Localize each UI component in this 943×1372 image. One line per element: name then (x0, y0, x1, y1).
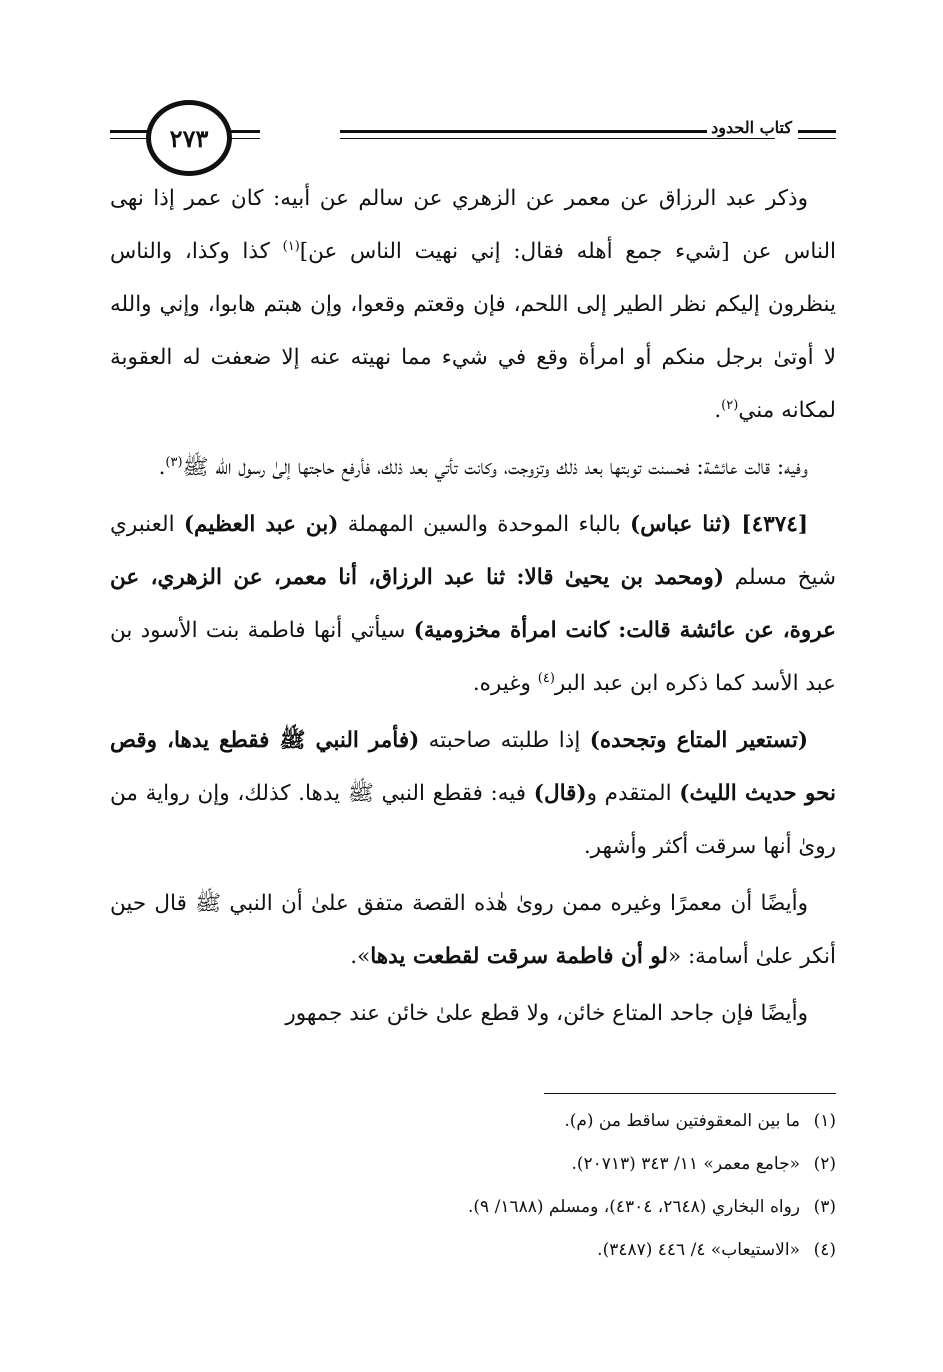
text-run: فيه: فقطع النبي ﷺ يدها. كذلك، وإن رواية من روىٰ أنها سرقت أكثر وأشهر. (110, 781, 836, 859)
footnote (110, 1186, 836, 1229)
main-text (110, 172, 836, 1044)
quoted-text: (بن عبد العظيم) (183, 512, 339, 537)
hadith-number: [٤٣٧٤] (731, 512, 808, 537)
text-run: ». (350, 944, 371, 969)
footnote-text: «جامع معمر» ١١/ ٣٤٣ (٢٠٧١٣). (571, 1154, 800, 1174)
text-run: إذا طلبته صاحبته (419, 728, 590, 753)
text-run: وفيه: قالت عائشة: فحسنت توبتها بعد ذلك وتزوجت، وكانت تأتي بعد ذلك، فأرفع حاجتها إلىٰ رسول الله ﷺ (182, 455, 808, 480)
text-run: بالباء الموحدة والسين المهملة (338, 512, 631, 537)
text-run: . (714, 398, 722, 423)
paragraph: وأيضًا فإن جاحد المتاع خائن، ولا قطع علىٰ خائن عند جمهور (285, 1001, 808, 1026)
footnote (110, 1229, 836, 1272)
quoted-text: (ثنا عباس) (630, 512, 732, 537)
footnote (110, 1143, 836, 1186)
paragraph (110, 877, 836, 983)
page-number: ٢٧٣ (146, 100, 232, 176)
footnote-ref[interactable]: (٣) (165, 454, 183, 470)
page-header (110, 100, 836, 180)
footnote (110, 1100, 836, 1143)
header-rule (798, 138, 836, 139)
footnote-text: ما بين المعقوفتين ساقط من (م). (564, 1111, 800, 1131)
footnote-number: (١) (813, 1111, 836, 1131)
quoted-text: (تستعير المتاع وتجحده) (589, 728, 808, 753)
text-run: وأيضًا أن معمرًا وغيره ممن روىٰ هٰذه القصة متفق علىٰ أن النبي ﷺ قال حين أنكر علىٰ أسامة: « (110, 891, 836, 969)
paragraph (110, 714, 836, 873)
paragraph (110, 498, 836, 710)
footnote-text: رواه البخاري (٢٦٤٨، ٤٣٠٤)، ومسلم (١٦٨٨/ ٩). (468, 1197, 800, 1217)
text-run: . (158, 455, 166, 480)
text-run: العنبري شيخ مسلم (110, 512, 836, 590)
footnote-number: (٢) (813, 1154, 836, 1174)
footnotes (110, 1100, 836, 1272)
footnote-divider (544, 1093, 836, 1094)
paragraph (110, 172, 836, 437)
text-run: وغيره. (472, 671, 538, 696)
running-title: كتاب الحدود (707, 118, 796, 137)
text-run: كذا وكذا، والناس ينظرون إليكم نظر الطير إلى اللحم، فإن وقعتم وقعوا، وإن هبتم هابوا، وإني والله لا أوتىٰ برجل منكم أو امرأة وقع في شيء مما نهيته عنه إلا ضعفت له العقوبة لمكانه مني (110, 239, 836, 423)
footnote-ref[interactable]: (١) (282, 238, 300, 254)
header-rule (798, 130, 836, 133)
quoted-text: (قال) (533, 781, 587, 806)
quoted-text: لو أن فاطمة سرقت لقطعت يدها (370, 944, 668, 969)
footnote-number: (٣) (813, 1197, 836, 1217)
quoted-text: (فأمر النبي ﷺ فقطع يدها، وقص نحو حديث الليث) (110, 728, 837, 806)
text-run: سيأتي أنها فاطمة بنت الأسود بن عبد الأسد كما ذكره ابن عبد البر (110, 618, 836, 696)
text-run: المتقدم و (586, 781, 680, 806)
footnote-ref[interactable]: (٤) (537, 670, 555, 686)
footnote-ref[interactable]: (٢) (721, 397, 739, 413)
footnote-text: «الاستيعاب» ٤/ ٤٤٦ (٣٤٨٧). (597, 1240, 800, 1260)
footnote-number: (٤) (813, 1240, 836, 1260)
quoted-text: (ومحمد بن يحيىٰ قالا: ثنا عبد الرزاق، أنا معمر، عن الزهري، عن عروة، عن عائشة قالت: كانت امرأة مخزومية) (110, 565, 836, 643)
text-run: وذكر عبد الرزاق عن معمر عن الزهري عن سالم عن أبيه: كان عمر إذا نهى الناس عن [شيء جمع أهله فقال: إني نهيت الناس عن] (110, 186, 836, 264)
header-rule (340, 138, 775, 139)
paragraph (110, 441, 836, 494)
